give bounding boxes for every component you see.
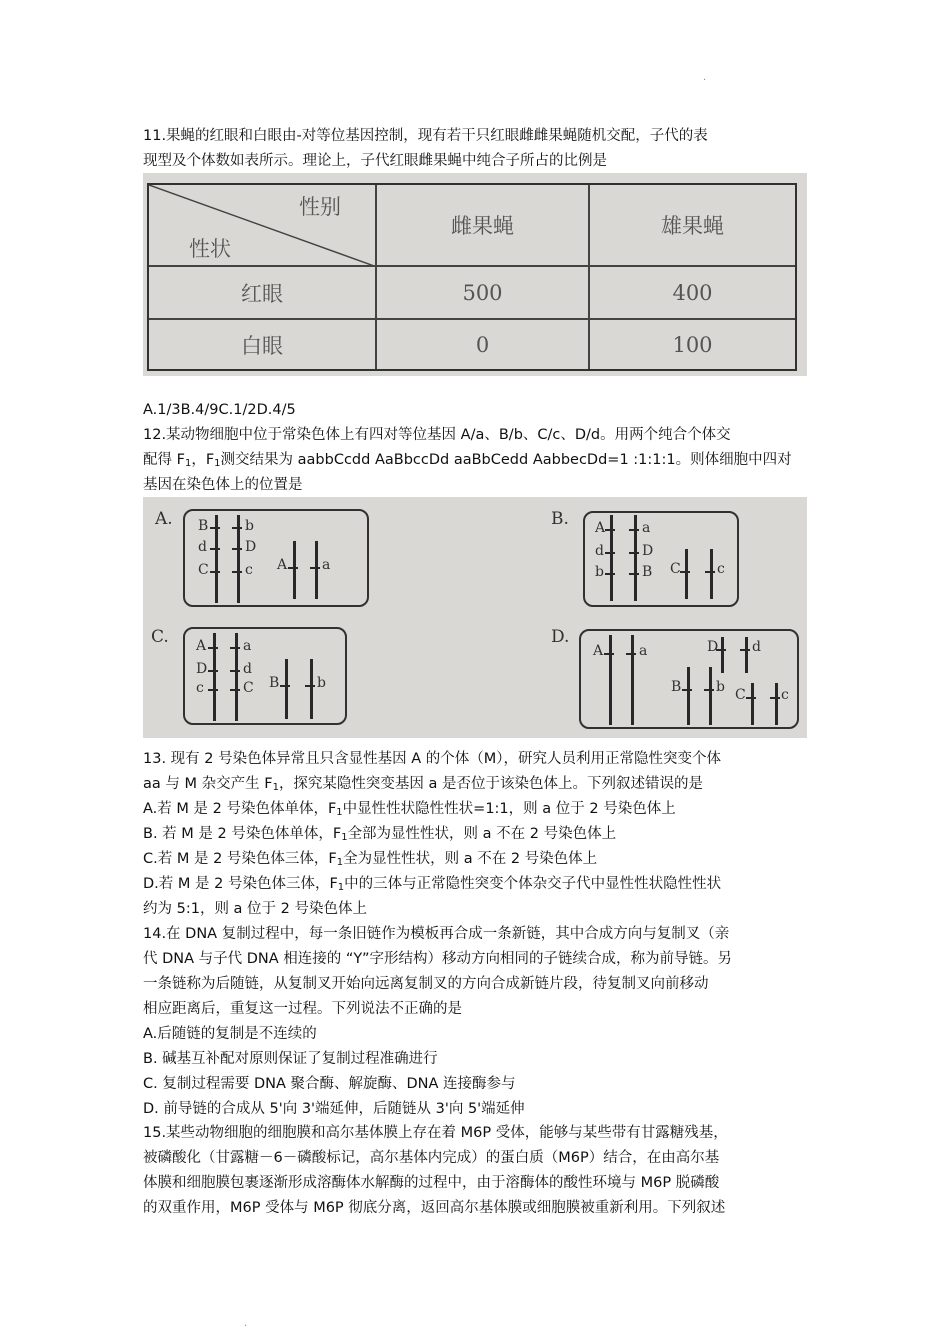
allele-A: A: [277, 557, 288, 573]
question-11: [143, 124, 811, 174]
option-d-cell: [579, 629, 799, 729]
q14-option-a: A.后随链的复制是不连续的: [143, 1026, 317, 1042]
question-15: [143, 1121, 811, 1221]
q11-table: [147, 183, 797, 371]
table-header-female: 雌果蝇: [377, 185, 590, 267]
allele-c: c: [245, 562, 253, 578]
q11-line-1: 11.果蝇的红眼和白眼由-对等位基因控制，现有若干只红眼雌雌果蝇随机交配，子代的表: [143, 128, 708, 144]
allele-B: B: [642, 564, 653, 580]
allele-C: C: [670, 561, 681, 577]
q14-option-b: B. 碱基互补配对原则保证了复制过程准确进行: [143, 1051, 438, 1067]
allele-a: a: [639, 643, 648, 659]
option-a-cell: [183, 509, 369, 607]
table-cell-red-male: 400: [590, 267, 795, 320]
q14-line-3: 一条链称为后随链，从复制叉开始向远离复制叉的方向合成新链片段，待复制叉向前移动: [143, 976, 709, 992]
q11-table-image: [143, 173, 807, 376]
q14-option-c: C. 复制过程需要 DNA 聚合酶、解旋酶、DNA 连接酶参与: [143, 1076, 516, 1092]
q12-line-2: 配得 $F_1$，$F_1$测交结果为 aabbCcdd AaBbccDd aaBbCedd AabbecDd=1 :1:1:1。则体细胞中四对: [143, 452, 792, 469]
option-c-cell: [183, 627, 347, 725]
q13-option-d: D.若 M 是 2 号染色体三体，$F_1$中的三体与正常隐性突变个体杂交子代中显性性状隐性性状: [143, 876, 722, 893]
option-c-label: C.: [151, 627, 169, 647]
allele-C: C: [198, 562, 209, 578]
q12-line-3: 基因在染色体上的位置是: [143, 477, 303, 493]
q13-option-a: A.若 M 是 2 号染色体单体，$F_1$中显性性状隐性性状=1:1，则 a 位于 2 号染色体上: [143, 801, 676, 818]
option-b-cell: [583, 511, 739, 607]
option-b-label: B.: [551, 509, 569, 529]
question-12: [143, 423, 811, 498]
allele-D: D: [642, 543, 654, 559]
page-mark-bottom: .: [244, 1318, 248, 1329]
allele-a: a: [243, 638, 252, 654]
allele-d: d: [198, 539, 207, 555]
question-14: [143, 922, 811, 1122]
allele-B: B: [269, 675, 280, 691]
allele-d: d: [595, 543, 604, 559]
q13-line-2: aa 与 M 杂交产生 $F_1$，探究某隐性突变基因 a 是否位于该染色体上。下列叙述错误的是: [143, 776, 704, 793]
allele-c: c: [781, 687, 789, 703]
q14-option-d: D. 前导链的合成从 5'向 3'端延伸，后随链从 3'向 5'端延伸: [143, 1101, 525, 1117]
q13-line-1: 13. 现有 2 号染色体异常且只含显性基因 A 的个体（M），研究人员利用正常隐性突变个体: [143, 751, 722, 767]
option-a-label: A.: [155, 509, 173, 529]
allele-A: A: [595, 520, 606, 536]
table-cell-white-male: 100: [672, 332, 713, 357]
allele-c: c: [717, 561, 725, 577]
q14-line-1: 14.在 DNA 复制过程中，每一条旧链作为模板再合成一条新链，其中合成方向与复制叉（亲: [143, 926, 730, 942]
table-row-red-trait: 红眼: [149, 267, 377, 320]
allele-A: A: [196, 638, 207, 654]
allele-D: D: [707, 639, 719, 655]
q13-option-d-cont: 约为 5:1，则 a 位于 2 号染色体上: [143, 901, 367, 917]
allele-A: A: [593, 643, 604, 659]
option-d-label: D.: [551, 627, 570, 647]
q11-options: A.1/3B.4/9C.1/2D.4/5: [143, 402, 296, 418]
q13-option-b: B. 若 M 是 2 号染色体单体，$F_1$全部为显性性状，则 a 不在 2 号染色体上: [143, 826, 617, 843]
q15-line-4: 的双重作用，M6P 受体与 M6P 彻底分离，返回高尔基体膜或细胞膜被重新利用。下列叙述: [143, 1200, 726, 1216]
q13-option-c: C.若 M 是 2 号染色体三体，$F_1$全为显性性状，则 a 不在 2 号染色体上: [143, 851, 598, 868]
table-row-white-trait: 白眼: [149, 320, 377, 369]
q12-line-1: 12.某动物细胞中位于常染色体上有四对等位基因 A/a、B/b、C/c、D/d。用两个纯合个体交: [143, 427, 731, 443]
allele-d: d: [752, 639, 761, 655]
table-corner-cell: [149, 185, 377, 267]
allele-C: C: [243, 680, 254, 696]
page-mark-top: .: [703, 72, 707, 83]
q15-line-3: 体膜和细胞膜包裹逐渐形成溶酶体水解酶的过程中，由于溶酶体的酸性环境与 M6P 脱磷酸: [143, 1175, 720, 1191]
allele-B: B: [671, 679, 682, 695]
allele-a: a: [322, 557, 331, 573]
allele-b: b: [317, 675, 326, 691]
table-cell-white-female: 0: [377, 320, 590, 369]
allele-C: C: [735, 687, 746, 703]
q15-line-1: 15.某些动物细胞的细胞膜和高尔基体膜上存在着 M6P 受体，能够与某些带有甘露糖残基，: [143, 1125, 728, 1141]
q11-line-2: 现型及个体数如表所示。理论上，子代红眼雌果蝇中纯合子所占的比例是: [143, 153, 607, 169]
allele-b: b: [245, 518, 254, 534]
question-13: [143, 747, 811, 922]
q15-line-2: 被磷酸化（甘露糖－6－磷酸标记，高尔基体内完成）的蛋白质（M6P）结合，在由高尔基: [143, 1150, 720, 1166]
allele-b: b: [595, 564, 604, 580]
allele-a: a: [642, 520, 651, 536]
table-corner-sex-label: 性别: [299, 195, 341, 219]
q14-line-4: 相应距离后，重复这一过程。下列说法不正确的是: [143, 1001, 462, 1017]
allele-b: b: [716, 679, 725, 695]
allele-B: B: [198, 518, 209, 534]
q12-chromosome-image: [143, 497, 807, 738]
table-cell-red-female: 500: [377, 267, 590, 320]
q14-line-2: 代 DNA 与子代 DNA 相连接的 “Y”字形结构）移动方向相同的子链续合成，称为前导链。另: [143, 951, 733, 967]
table-corner-trait-label: 性状: [189, 237, 231, 261]
allele-d: d: [243, 661, 252, 677]
allele-D: D: [196, 661, 208, 677]
table-header-male: 雄果蝇: [590, 185, 795, 267]
allele-D: D: [245, 539, 257, 555]
allele-c: c: [196, 680, 204, 696]
